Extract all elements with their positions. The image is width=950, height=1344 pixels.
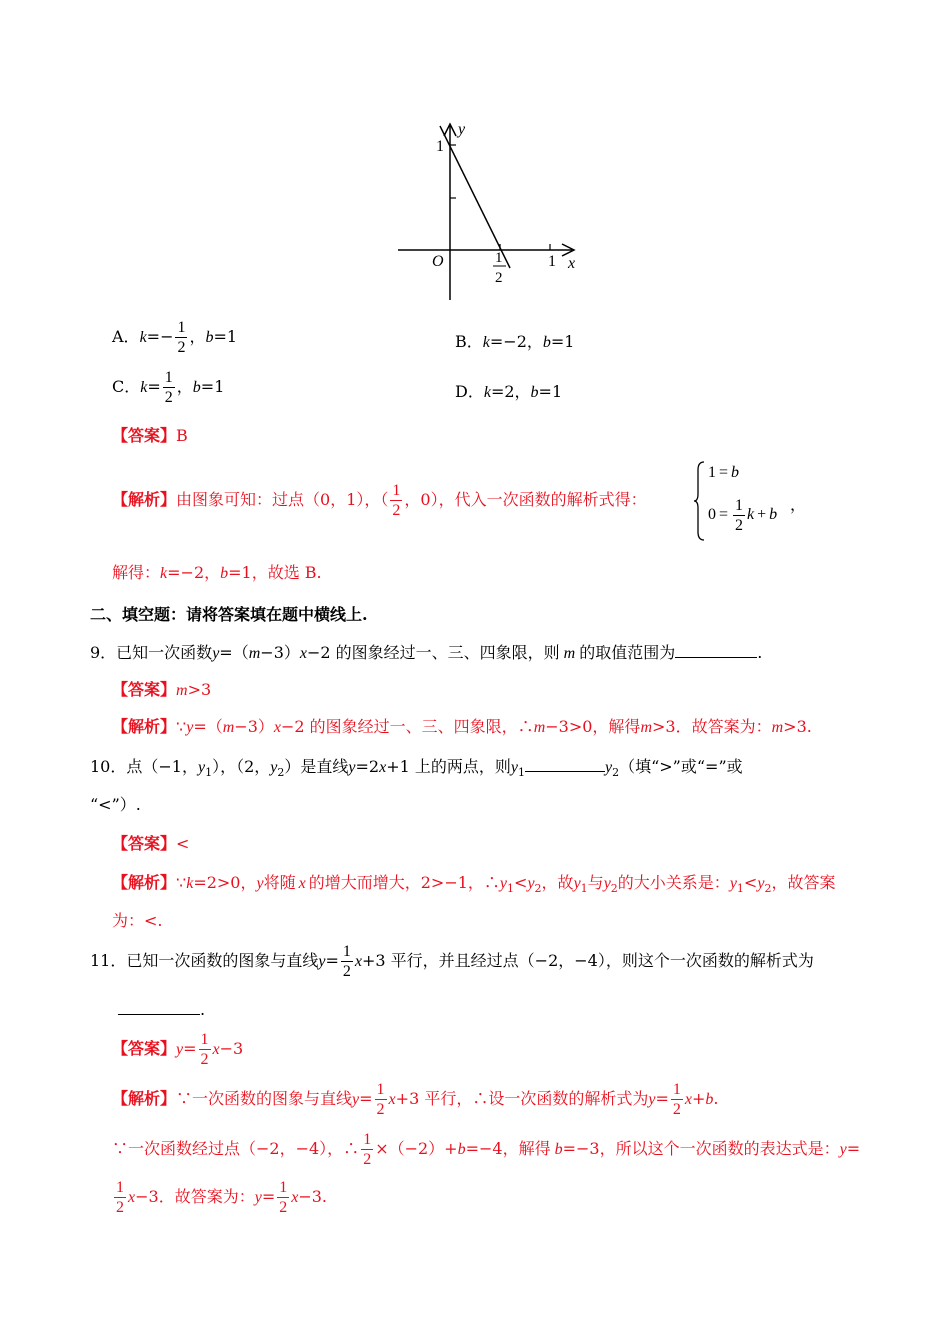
q8-analysis-frac: [390, 481, 402, 520]
q10-an-f: 与: [587, 873, 604, 892]
q9-an-m: m: [222, 719, 235, 736]
q10-s5: 2: [612, 766, 620, 780]
q11-an2-num: 1: [363, 1131, 372, 1148]
q11-eq: =: [325, 951, 339, 970]
q11-an3-num2: 1: [279, 1179, 288, 1196]
q10-y3: y: [348, 759, 356, 776]
q9-answer: [112, 677, 211, 700]
option-c-b: b: [192, 379, 201, 396]
q10-an-s1: 1: [507, 882, 515, 896]
q11-an2-frac: [361, 1130, 373, 1169]
option-a-bval: =1: [213, 327, 238, 346]
sys2-b: b: [769, 506, 778, 524]
option-c-bval: =1: [200, 377, 225, 396]
q11-x: x: [354, 953, 362, 970]
option-c-eq: =: [147, 377, 161, 396]
q8-answer: [112, 423, 188, 446]
q10-an-b: =2>0，: [193, 873, 257, 892]
q9-m2: m: [563, 645, 576, 662]
q11-an2-a: ∵一次函数经过点（−2，−4），∴: [112, 1139, 360, 1158]
q10-an-y1: y: [499, 875, 508, 892]
q11-frac: [341, 942, 353, 981]
q8-line2-b: b: [220, 565, 229, 582]
q11-an3-x2: x: [291, 1189, 299, 1206]
q10-stem-a: 10．点（−1，: [90, 757, 198, 776]
q10-an-h: ，故答案: [771, 873, 836, 892]
q10-y4: y: [510, 759, 518, 776]
q9-an-e: −3>0，解得: [545, 717, 641, 736]
q11-analysis-tag: 【解析】: [112, 1089, 177, 1108]
q11-answer: [112, 1030, 243, 1069]
option-b-label: B．: [455, 332, 483, 351]
q9-stem-a: 9．已知一次函数: [90, 643, 213, 662]
q11-an1-a: ∵一次函数的图象与直线: [176, 1089, 353, 1108]
q8-analysis-text1: 由图象可知：过点（0，1），（: [176, 490, 389, 509]
q10-an-s2: 2: [534, 882, 542, 896]
q11-an3-den: 2: [116, 1199, 124, 1216]
q11-an1-den2: 2: [672, 1101, 681, 1118]
q10-s2: 2: [277, 766, 285, 780]
q11-num: 1: [342, 943, 351, 960]
q9-an-a: ∵: [176, 717, 187, 736]
q10-an-s5: 1: [736, 882, 744, 896]
option-a-label: A．: [112, 327, 140, 346]
intercept-num: 1: [495, 250, 503, 266]
q11-ans-num: 1: [200, 1031, 209, 1048]
q10-s1: 1: [205, 766, 213, 780]
option-a[interactable]: [112, 318, 237, 357]
sys1-left: 1: [708, 464, 716, 481]
q11-an3-num: 1: [116, 1179, 124, 1196]
q9-stem-e: 的取值范围为: [579, 643, 676, 662]
q10-an-a: ∵: [176, 873, 187, 892]
q9-analysis: [112, 714, 812, 737]
option-a-sep: ，: [189, 327, 206, 346]
q9-an-d: −2 的图象经过一、三、四象限，∴: [281, 717, 534, 736]
q10-stem-f: （填“>”或“=”或: [619, 757, 743, 776]
brace-icon: [694, 460, 706, 542]
x-axis-label: x: [568, 255, 576, 272]
option-a-frac: [175, 318, 187, 357]
option-d-b: b: [530, 384, 539, 401]
q9-an-f: >3．故答案为：: [652, 717, 772, 736]
option-c-sep: ，: [176, 377, 193, 396]
q11-an2-d: =−3，所以这个一次函数的表达式是：: [562, 1139, 840, 1158]
q11-an1-den: 2: [376, 1101, 385, 1118]
option-c-den: 2: [164, 389, 173, 406]
q9-answer-rest: >3: [187, 680, 212, 699]
q8-analysis-text2: ，0），代入一次函数的解析式得：: [404, 490, 647, 509]
q11-an2-eq: =: [846, 1139, 861, 1158]
sys2-plus: +: [757, 506, 767, 524]
y-axis-label: y: [458, 121, 466, 138]
q8-line2-a: 解得：: [112, 563, 161, 582]
q11-stem-b: +3 平行，并且经过点（−2，−4），则这个一次函数的解析式为: [362, 951, 814, 970]
q11-an1-d: .: [713, 1089, 719, 1108]
sys2-num: 1: [735, 497, 744, 514]
q8-answer-value: B: [176, 426, 188, 445]
q10-an-y6: y: [757, 875, 765, 892]
q10-analysis: [112, 870, 835, 895]
q9-stem-c: −3）: [260, 643, 300, 662]
q11-ans-den: 2: [200, 1051, 209, 1068]
q11-an1-y2: y: [648, 1091, 656, 1108]
q10-an-y5: y: [729, 875, 737, 892]
q11-an3-a: −3．故答案为：: [135, 1187, 255, 1206]
x-tick-label: 1: [548, 253, 556, 270]
q9-an-m2: m: [533, 719, 546, 736]
q11-ans-y: y: [176, 1041, 184, 1058]
q9-y: y: [212, 645, 220, 662]
q8-line2-k: k: [160, 565, 168, 582]
q10-answer: [112, 831, 189, 854]
system-row-2: [708, 496, 777, 535]
option-b-b: b: [542, 334, 551, 351]
option-a-k: k: [139, 329, 147, 346]
option-a-den: 2: [177, 339, 186, 356]
option-c-num: 1: [164, 369, 173, 386]
q8-analysis-tag: 【解析】: [112, 490, 177, 509]
q11-an1-c: +: [691, 1089, 706, 1108]
q11-analysis-line3: [112, 1178, 327, 1217]
q11-ans-frac: [199, 1030, 211, 1069]
sys2-left: 0: [708, 506, 716, 524]
option-d-label: D．: [455, 382, 484, 401]
q9-an-m3: m: [640, 719, 652, 736]
option-b-bval: =1: [550, 332, 575, 351]
q11-an1-frac: [375, 1080, 387, 1119]
intercept-den: 2: [495, 270, 503, 286]
q10-an-c: 将随: [263, 873, 296, 892]
sys2-k: k: [747, 506, 755, 524]
q10-x: x: [379, 759, 387, 776]
q11-an3-x: x: [128, 1189, 136, 1206]
q11-stem-a: 11．已知一次函数的图象与直线: [90, 951, 319, 970]
option-d-bval: =1: [538, 382, 563, 401]
q9-an-y: y: [186, 719, 194, 736]
q9-stem-d: −2 的图象经过一、三、四象限，则: [306, 643, 560, 662]
q9-stem-end: .: [757, 643, 763, 662]
function-graph: [390, 110, 590, 310]
q9-an-m4: m: [771, 719, 784, 736]
q8-analysis-line2: [112, 560, 322, 583]
q10-s4: 1: [517, 766, 525, 780]
q11-an3-eq: =: [261, 1187, 276, 1206]
q9-analysis-tag: 【解析】: [112, 717, 177, 736]
q11-an2-b: ×（−2）+: [375, 1139, 458, 1158]
q11-ans-eq: =: [183, 1039, 197, 1058]
q11-stem: [90, 942, 814, 981]
q10-y: y: [197, 759, 206, 776]
section-heading: 二、填空题：请将答案填在题中横线上.: [90, 605, 368, 624]
q11-an2-bv2: b: [554, 1141, 563, 1158]
q10-an-y3: y: [573, 875, 581, 892]
q10-answer-tag: 【答案】: [112, 834, 177, 853]
q10-stem-d: =2: [355, 757, 380, 776]
q11-an3-b: −3.: [298, 1187, 327, 1206]
q10-an-e: ，故: [541, 873, 574, 892]
q10-an-y: y: [256, 875, 264, 892]
q10-answer-blank[interactable]: [525, 757, 605, 772]
q10-an-s6: 2: [764, 882, 772, 896]
q9-an-g: >3.: [783, 717, 812, 736]
sys2-eq: =: [719, 506, 729, 524]
q8-analysis-comma: ，: [790, 495, 807, 514]
sys2-frac: [733, 496, 745, 535]
option-b-k: k: [482, 334, 490, 351]
q10-y2: y: [270, 759, 278, 776]
q11-stem-line2: [118, 1000, 205, 1019]
q8-line2-b1: =−2，: [167, 563, 221, 582]
y-tick-label: 1: [436, 138, 444, 155]
option-a-num: 1: [177, 319, 186, 336]
q10-stem-e: +1 上的两点，则: [386, 757, 511, 776]
sys1-right: b: [731, 464, 740, 481]
option-d-k: k: [483, 384, 491, 401]
q9-m: m: [248, 645, 261, 662]
q11-ans-x: x: [212, 1041, 220, 1058]
origin-label: O: [432, 253, 444, 270]
q11-an1-num2: 1: [672, 1081, 681, 1098]
option-b[interactable]: [455, 329, 574, 352]
q9-answer-m: m: [176, 682, 188, 699]
q10-answer-value: <: [176, 834, 190, 853]
option-a-eq: =−: [146, 327, 174, 346]
option-d-eq: =2，: [490, 382, 531, 401]
q8-analysis-den: 2: [392, 502, 401, 519]
q9-an-b: =（: [193, 717, 223, 736]
q9-stem-b: =（: [219, 643, 249, 662]
q11-an1-y: y: [352, 1091, 360, 1108]
q9-answer-tag: 【答案】: [112, 680, 177, 699]
q11-an3-den2: 2: [279, 1199, 288, 1216]
q11-an1-x: x: [388, 1091, 396, 1108]
q9-answer-blank[interactable]: [675, 643, 757, 658]
q9-an-c: −3）: [234, 717, 274, 736]
q11-stem-end: .: [200, 1000, 206, 1019]
q9-x: x: [299, 645, 307, 662]
q11-analysis-line2: [112, 1130, 860, 1169]
q11-analysis: [112, 1080, 718, 1119]
q10-stem-c: ）是直线: [284, 757, 349, 776]
sys1-eq: =: [719, 464, 729, 481]
q8-line2-c: =1，故选 B.: [228, 563, 322, 582]
option-c-frac: [163, 368, 175, 407]
system-row-1: [708, 464, 739, 482]
q11-an2-bv: b: [457, 1141, 466, 1158]
q9-an-x: x: [273, 719, 281, 736]
option-c-k: k: [140, 379, 148, 396]
q11-answer-blank[interactable]: [118, 1000, 200, 1015]
q10-an-s3: 1: [580, 882, 588, 896]
q8-analysis: [112, 481, 647, 520]
q10-an-k: k: [186, 875, 194, 892]
q10-an-s4: 2: [610, 882, 618, 896]
option-c-label: C．: [112, 377, 141, 396]
q10-an-x: x: [298, 875, 306, 892]
q11-an1-b: +3 平行，∴设一次函数的解析式为: [395, 1089, 649, 1108]
q11-an1-eq: =: [359, 1089, 373, 1108]
q10-y5: y: [604, 759, 613, 776]
q11-an1-b2: b: [705, 1091, 714, 1108]
q10-an-d: 的增大而增大，2>−1，∴: [308, 873, 500, 892]
q8-analysis-num: 1: [392, 482, 401, 499]
equation-system: [694, 460, 794, 542]
q11-answer-tag: 【答案】: [112, 1039, 177, 1058]
sys2-den: 2: [735, 517, 744, 534]
q11-an1-x2: x: [684, 1091, 692, 1108]
option-a-b: b: [205, 329, 214, 346]
q10-stem-line2: “<”）.: [90, 795, 141, 814]
q11-an1-frac2: [671, 1080, 683, 1119]
q8-answer-tag: 【答案】: [112, 426, 177, 445]
q10-stem: [90, 754, 743, 779]
q11-an3-frac2: [277, 1178, 289, 1217]
option-d[interactable]: [455, 379, 562, 402]
option-c[interactable]: [112, 368, 224, 407]
option-b-eq: =−2，: [489, 332, 543, 351]
q10-an-y2: y: [527, 875, 535, 892]
q11-y: y: [318, 953, 326, 970]
q10-an-lt2: <: [743, 873, 758, 892]
q10-an-lt: <: [514, 873, 528, 892]
q11-an2-y: y: [839, 1141, 847, 1158]
q11-ans-rest: −3: [219, 1039, 244, 1058]
q11-den: 2: [342, 963, 351, 980]
q11-an2-c: =−4，解得: [465, 1139, 551, 1158]
q11-an2-den: 2: [363, 1151, 372, 1168]
q10-stem-b: ），（2，: [212, 757, 271, 776]
q11-an1-num: 1: [376, 1081, 385, 1098]
q10-analysis-tag: 【解析】: [112, 873, 177, 892]
q11-an3-frac: [114, 1178, 126, 1217]
q11-an1-eq2: =: [655, 1089, 669, 1108]
q9-stem: [90, 640, 762, 663]
q10-an-g: 的大小关系是：: [617, 873, 730, 892]
q10-an-y4: y: [603, 875, 611, 892]
q10-analysis-line2: 为：<.: [112, 911, 163, 930]
q11-an3-y: y: [254, 1189, 262, 1206]
